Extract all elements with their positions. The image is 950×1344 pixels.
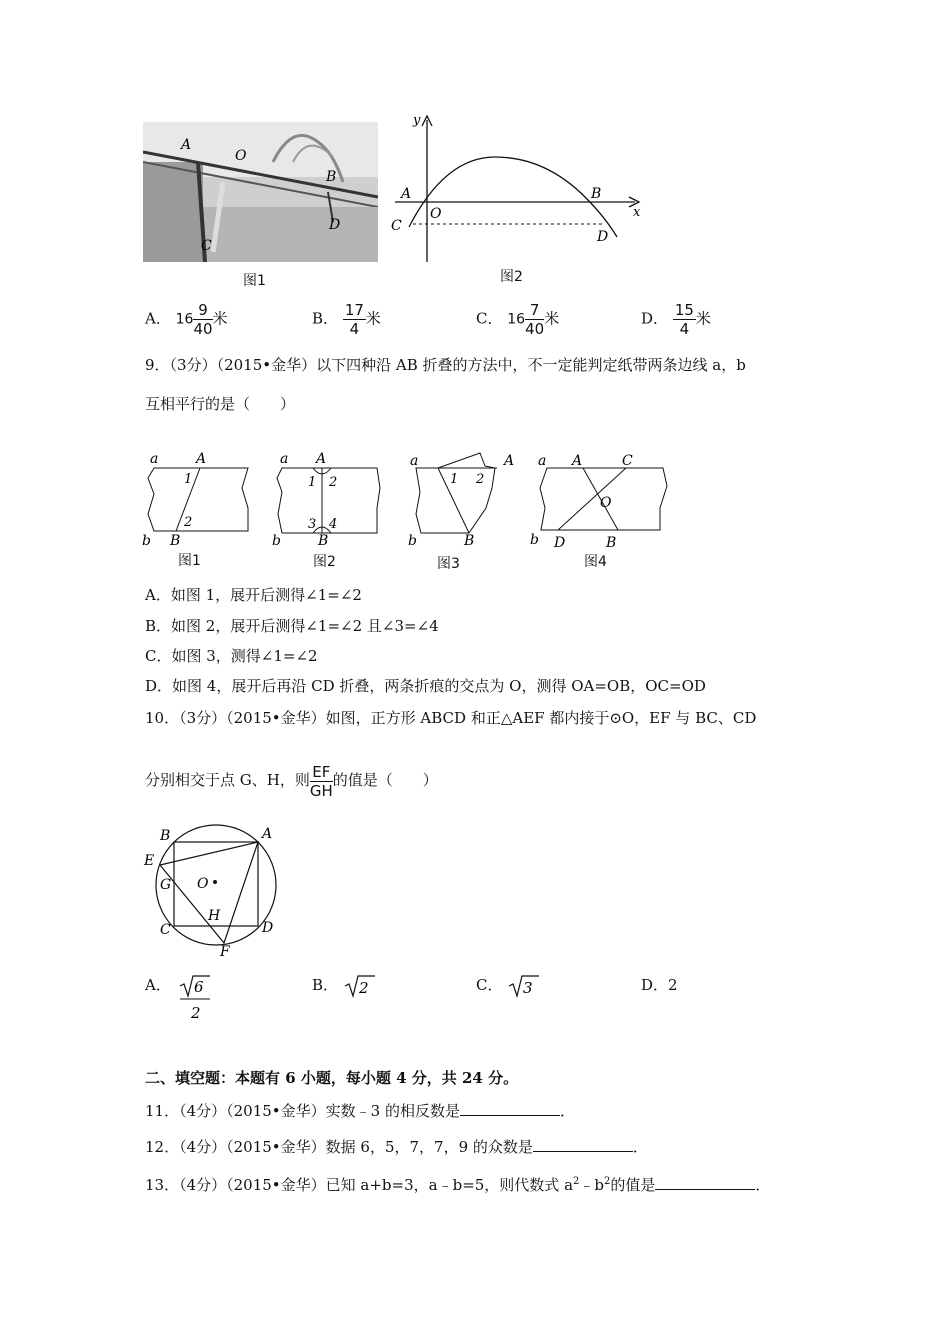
svg-text:a: a: [538, 453, 547, 469]
q8-fig2-caption: 图2: [500, 269, 523, 285]
q8-option-d-unit: 米: [695, 309, 711, 328]
q8-option-a-fraction: $\frac{9}{40}$: [193, 301, 213, 338]
q8-option-d[interactable]: [641, 301, 711, 338]
q8-figure-2-graph: [385, 112, 645, 267]
q10-stem-line1: 10．（3分）（2015•金华）如图，正方形 ABCD 和正△AEF 都内接于⊙O，EF 与 BC、CD: [145, 709, 757, 727]
q9-stem-line1: 9．（3分）（2015•金华）以下四种沿 AB 折叠的方法中，不一定能判定纸带两条边线 a，b: [145, 356, 746, 374]
q12-text: 12．（4分）（2015•金华）数据 6，5，7，7，9 的众数是: [145, 1138, 533, 1156]
q11-end: ．: [559, 1102, 575, 1120]
q10-option-b[interactable]: [312, 974, 377, 998]
fig2-label-y: y: [413, 113, 421, 128]
fig10-label-G: G: [160, 877, 172, 893]
q8-option-c-unit: 米: [544, 309, 560, 328]
svg-text:B: B: [318, 533, 329, 549]
svg-text:1: 1: [184, 472, 193, 487]
svg-text:1: 1: [308, 475, 317, 490]
q8-option-c-fraction: $\frac{7}{40}$: [525, 301, 545, 338]
svg-text:B: B: [606, 535, 617, 551]
fig2-label-D: D: [597, 229, 609, 245]
q10-option-c-letter: C．: [476, 976, 503, 994]
svg-text:2: 2: [358, 979, 369, 997]
fig2-label-x: x: [633, 205, 641, 220]
q9-fig4-caption: 图4: [584, 554, 607, 570]
fig2-label-C: C: [391, 218, 402, 234]
q8-option-b-unit: 米: [365, 309, 381, 328]
q12-answer-blank[interactable]: [533, 1137, 633, 1152]
q8-option-c[interactable]: [476, 301, 559, 338]
svg-text:2: 2: [329, 475, 338, 490]
fig10-label-B: B: [160, 828, 171, 844]
fig2-label-O: O: [430, 206, 442, 222]
svg-text:b: b: [530, 532, 539, 548]
svg-text:B: B: [464, 533, 475, 549]
q10-option-b-letter: B．: [312, 976, 339, 994]
q9-fig3-caption: 图3: [437, 556, 460, 572]
q13-exp1: 2: [573, 1176, 580, 1187]
q9-fig2-caption: 图2: [313, 554, 336, 570]
fig1-label-O: O: [235, 148, 247, 164]
q13-line: [145, 1172, 770, 1195]
q10-stem-pre: 分别相交于点 G、H，则: [145, 771, 310, 789]
fig10-label-C: C: [160, 922, 171, 938]
fig2-label-A: A: [401, 186, 412, 202]
fig1-label-B: B: [326, 169, 337, 185]
fig10-label-O: O: [197, 876, 209, 892]
svg-text:2: 2: [476, 472, 485, 487]
svg-text:3: 3: [308, 517, 317, 532]
q13-mid: ﹣b: [579, 1176, 604, 1194]
svg-text:A: A: [196, 451, 207, 467]
q8-option-b-letter: B．: [312, 309, 339, 328]
q10-figure: [140, 822, 290, 962]
q11-text: 11．（4分）（2015•金华）实数﹣3 的相反数是: [145, 1102, 460, 1120]
svg-text:2: 2: [184, 515, 193, 530]
svg-text:4: 4: [329, 517, 338, 532]
fig10-label-A: A: [262, 826, 273, 842]
q10-option-a-math: [176, 974, 216, 1022]
q8-option-a-unit: 米: [212, 309, 228, 328]
svg-text:C: C: [622, 453, 633, 469]
fig10-label-H: H: [208, 908, 221, 924]
q8-option-a-whole: 16: [175, 311, 194, 328]
svg-text:a: a: [280, 451, 289, 467]
q10-option-a-letter: A．: [145, 976, 171, 994]
q8-figure-1-labels: [143, 122, 378, 262]
q8-option-d-fraction: $\frac{15}{4}$: [674, 301, 694, 338]
q10-option-d[interactable]: [641, 974, 678, 995]
q10-ratio-fraction: $\frac{EF}{GH}$: [309, 762, 333, 800]
q10-option-c[interactable]: [476, 974, 541, 998]
q9-option-a[interactable]: A．如图 1，展开后测得∠1=∠2: [145, 586, 362, 604]
q13-text: 13．（4分）（2015•金华）已知 a+b=3，a﹣b=5，则代数式 a: [145, 1176, 574, 1194]
fig2-label-B: B: [591, 186, 602, 202]
fig1-label-A: A: [181, 137, 192, 153]
q8-fig1-caption: 图1: [243, 273, 266, 289]
svg-text:2: 2: [190, 1004, 201, 1022]
q13-end: ．: [755, 1176, 771, 1194]
q10-option-c-math: [507, 974, 541, 998]
q13-tail: 的值是: [610, 1176, 656, 1194]
q8-option-a[interactable]: [145, 301, 228, 338]
section2-heading: 二、填空题：本题有 6 小题，每小题 4 分，共 24 分。: [145, 1069, 519, 1087]
q8-option-c-whole: 16: [507, 311, 526, 328]
q8-option-d-letter: D．: [641, 309, 669, 328]
fig10-label-E: E: [144, 853, 155, 869]
q12-line: [145, 1137, 648, 1157]
q8-option-b[interactable]: [312, 301, 381, 338]
q10-stem-post: 的值是（ ）: [332, 771, 438, 789]
svg-text:a: a: [150, 451, 159, 467]
svg-text:D: D: [554, 535, 566, 551]
svg-text:b: b: [142, 533, 151, 549]
svg-text:3: 3: [523, 979, 533, 997]
q13-exp2: 2: [604, 1176, 611, 1187]
q9-option-c[interactable]: C．如图 3，测得∠1=∠2: [145, 647, 318, 665]
q10-option-d-value: 2: [668, 976, 678, 994]
q11-line: [145, 1101, 575, 1121]
q13-answer-blank[interactable]: [655, 1175, 755, 1190]
q8-option-a-letter: A．: [145, 309, 171, 328]
fig10-label-F: F: [220, 944, 230, 960]
q11-answer-blank[interactable]: [460, 1101, 560, 1116]
fig1-label-C: C: [201, 238, 212, 254]
fig10-label-D: D: [262, 920, 274, 936]
svg-text:A: A: [504, 453, 515, 469]
q8-option-b-fraction: $\frac{17}{4}$: [344, 301, 364, 338]
svg-text:A: A: [572, 453, 583, 469]
fig1-label-D: D: [329, 217, 341, 233]
svg-text:B: B: [170, 533, 181, 549]
q9-option-d[interactable]: D．如图 4，展开后再沿 CD 折叠，两条折痕的交点为 O，测得 OA=OB，OC=OD: [145, 677, 706, 695]
q9-option-b[interactable]: B．如图 2，展开后测得∠1=∠2 且∠3=∠4: [145, 617, 439, 635]
svg-text:a: a: [410, 453, 419, 469]
q12-end: ．: [632, 1138, 648, 1156]
svg-text:1: 1: [450, 472, 459, 487]
q10-stem-line2: [145, 760, 438, 800]
q9-stem-line2: 互相平行的是（ ）: [145, 395, 296, 413]
q10-option-d-letter: D．: [641, 976, 669, 994]
svg-text:A: A: [316, 451, 327, 467]
svg-text:b: b: [408, 533, 417, 549]
q10-option-a[interactable]: [145, 974, 216, 1022]
svg-text:O: O: [600, 495, 612, 511]
q8-option-c-letter: C．: [476, 309, 503, 328]
svg-text:6: 6: [193, 978, 204, 996]
q10-option-b-math: [343, 974, 377, 998]
svg-text:b: b: [272, 533, 281, 549]
q9-fig1-caption: 图1: [178, 553, 201, 569]
